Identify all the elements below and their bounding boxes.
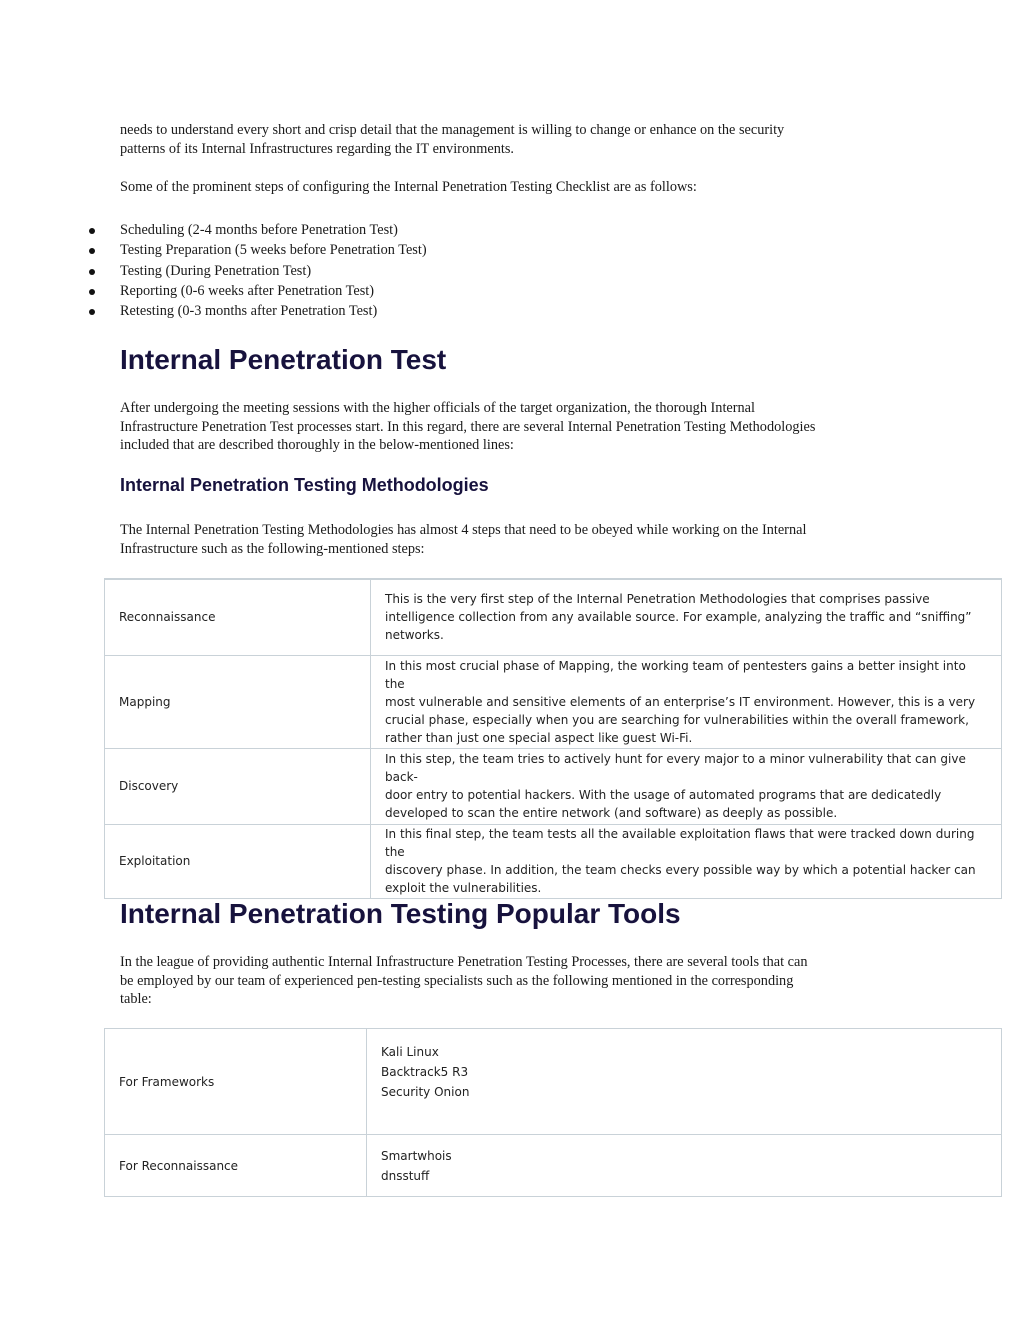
tool-item: dnsstuff	[381, 1168, 430, 1183]
paragraph-line: table:	[120, 991, 152, 1007]
subheading-methodologies: Internal Penetration Testing Methodologies	[120, 475, 489, 495]
paragraph-line: Infrastructure Penetration Test processes start. In this regard, there are several Internal Penetration Testing Methodologies	[120, 418, 816, 435]
bullet-icon	[89, 228, 95, 234]
methodology-description: This is the very first step of the Internal Penetration Methodologies that comprises passive intelligence collection from any available source. For example, analyzing the traffic and “sniffing” networks.	[371, 579, 1002, 655]
methodologies-table	[104, 578, 1002, 899]
bullet-icon	[89, 289, 95, 295]
methodology-description: In this final step, the team tests all the available exploitation flaws that were tracked down during the discovery phase. In addition, the team checks every possible way by which a potential hacker can exploit the vulnerabilities.	[371, 824, 1002, 898]
tool-category: For Reconnaissance	[105, 1135, 367, 1197]
list-item: Testing (During Penetration Test)	[89, 262, 889, 282]
tool-item: Smartwhois	[381, 1148, 452, 1163]
table-row	[105, 579, 1002, 655]
methodology-name: Mapping	[105, 655, 371, 748]
intro-line: patterns of its Internal Infrastructures regarding the IT environments.	[120, 140, 514, 157]
table-row	[105, 1135, 1002, 1197]
list-item: Retesting (0-3 months after Penetration Test)	[89, 302, 889, 322]
paragraph-line: be employed by our team of experienced pen-testing specialists such as the following mentioned in the corresponding	[120, 972, 794, 989]
table-row	[105, 748, 1002, 824]
tools-table	[104, 1028, 1002, 1197]
tool-list	[367, 1029, 1002, 1135]
table-row	[105, 1029, 1002, 1135]
bullet-icon	[89, 309, 95, 315]
methodologies-intro	[120, 521, 920, 558]
methodology-description: In this step, the team tries to actively hunt for every major to a minor vulnerability that can give back- door entry to potential hackers. With the usage of automated programs that are dedicatedly developed to scan the entire network (and software) as deeply as possible.	[371, 748, 1002, 824]
table-row	[105, 655, 1002, 748]
tool-item: Security Onion	[381, 1085, 470, 1099]
steps-list	[89, 221, 889, 322]
methodology-description: In this most crucial phase of Mapping, the working team of pentesters gains a better insight into the most vulnerable and sensitive elements of an enterprise’s IT environment. However, this is a very crucial phase, especially when you are searching for vulnerabilities within the overall framework, rather than just one special aspect like guest Wi-Fi.	[371, 655, 1002, 748]
tool-category: For Frameworks	[105, 1029, 367, 1135]
section1-paragraph	[120, 399, 920, 455]
methodology-name: Discovery	[105, 748, 371, 824]
intro-paragraph	[120, 121, 920, 158]
methodology-name: Reconnaissance	[105, 579, 371, 655]
paragraph-line: Infrastructure such as the following-mentioned steps:	[120, 540, 425, 557]
list-item: Testing Preparation (5 weeks before Penetration Test)	[89, 241, 889, 261]
table-row	[105, 824, 1002, 898]
steps-intro: Some of the prominent steps of configuring the Internal Penetration Testing Checklist are as follows:	[120, 179, 697, 195]
tool-item: Backtrack5 R3	[381, 1065, 469, 1079]
section-heading-internal-penetration-test: Internal Penetration Test	[120, 344, 447, 375]
bullet-icon	[89, 269, 95, 275]
list-item: Scheduling (2-4 months before Penetration Test)	[89, 221, 889, 241]
tool-item: Kali Linux	[381, 1045, 439, 1059]
tool-list	[367, 1135, 1002, 1197]
paragraph-line: The Internal Penetration Testing Methodologies has almost 4 steps that need to be obeyed while working on the Internal	[120, 522, 807, 538]
section-heading-popular-tools: Internal Penetration Testing Popular Tools	[120, 898, 681, 929]
section2-paragraph	[120, 953, 920, 1009]
intro-line: needs to understand every short and crisp detail that the management is willing to change or enhance on the security	[120, 122, 785, 138]
list-item: Reporting (0-6 weeks after Penetration Test)	[89, 282, 889, 302]
bullet-icon	[89, 248, 95, 254]
paragraph-line: In the league of providing authentic Internal Infrastructure Penetration Testing Processes, there are several tools that can	[120, 954, 808, 970]
methodology-name: Exploitation	[105, 824, 371, 898]
paragraph-line: included that are described thoroughly in the below-mentioned lines:	[120, 437, 514, 453]
paragraph-line: After undergoing the meeting sessions with the higher officials of the target organization, the thorough Internal	[120, 400, 755, 416]
